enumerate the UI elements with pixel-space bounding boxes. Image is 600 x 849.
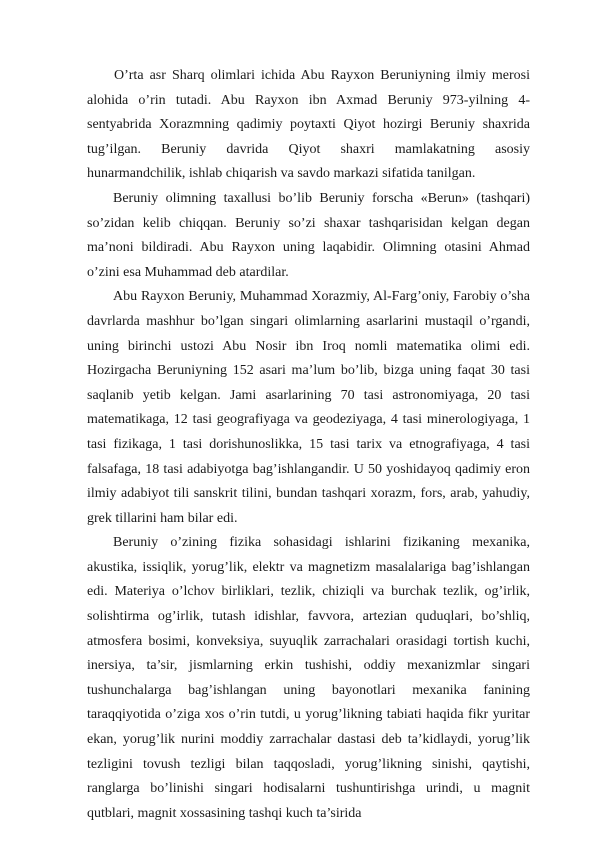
document-body: [87, 64, 530, 826]
paragraph: Abu Rayxon Beruniy, Muhammad Xorazmiy, Al-Farg’oniy, Farobiy o’sha davrlarda mashhur bo’lgan singari olimlarning asarlarini mustaqil o’rgandi, uning birinchi ustozi Abu Nosir ibn Iroq nomli matematika olimi edi. Hozirgacha Beruniyning 152 asari ma’lum bo’lib, bizga uning faqat 30 tasi saqlanib yetib kelgan. Jami asarlarining 70 tasi astronomiyaga, 20 tasi matematikaga, 12 tasi geografiyaga va geodeziyaga, 4 tasi minerologiyaga, 1 tasi fizikaga, 1 tasi dorishunoslikka, 15 tasi tarix va etnografiyaga, 4 tasi falsafaga, 18 tasi adabiyotga bag’ishlangandir. U 50 yoshidayoq qadimiy eron ilmiy adabiyot tili sanskrit tilini, bundan tashqari xorazm, fors, arab, yahudiy, grek tillarini ham bilar edi.: [87, 289, 530, 526]
paragraph: Beruniy olimning taxallusi bo’lib Beruniy forscha «Berun» (tashqari) so’zidan kelib chiqqan. Beruniy so’zi shaxar tashqarisidan kelgan degan ma’noni bildiradi. Abu Rayxon uning laqabidir. Olimning otasini Ahmad o’zini esa Muhammad deb atardilar.: [87, 190, 530, 280]
paragraph: Beruniy o’zining fizika sohasidagi ishlarini fizikaning mexanika, akustika, issiqlik, yorug’lik, elektr va magnetizm masalalariga bag’ishlangan edi. Materiya o’lchov birliklari, tezlik, chiziqli va burchak tezlik, og’irlik, solishtirma og’irlik, tutash idishlar, favvora, artezian quduqlari, bo’shliq, atmosfera bosimi, konveksiya, suyuqlik zarrachalari orasidagi tortish kuchi, inersiya, ta’sir, jismlarning erkin tushishi, oddiy mexanizmlar singari tushunchalarga bag’ishlangan uning bayonotlari mexanika fanining taraqqiyotida o’ziga xos o’rin tutdi, u yorug’likning tabiati haqida fikr yuritar ekan, yorug’lik nurini moddiy zarrachalar dastasi deb ta’kidlaydi, yorug’lik tezligini tovush tezligi bilan taqqosladi, yorug’likning sinishi, qaytishi, ranglarga bo’linishi singari hodisalarni tushuntirishga urindi, u magnit qutblari, magnit xossasining tashqi kuch ta’sirida: [87, 535, 530, 821]
paragraph: O’rta asr Sharq olimlari ichida Abu Rayxon Beruniyning ilmiy merosi alohida o’rin tutadi. Abu Rayxon ibn Axmad Beruniy 973-yilning 4-sentyabrida Xorazmning qadimiy poytaxti Qiyot hozirgi Beruniy shaxrida tug’ilgan. Beruniy davrida Qiyot shaxri mamlakatning asosiy hunarmandchilik, ishlab chiqarish va savdo markazi sifatida tanilgan.: [87, 68, 530, 182]
